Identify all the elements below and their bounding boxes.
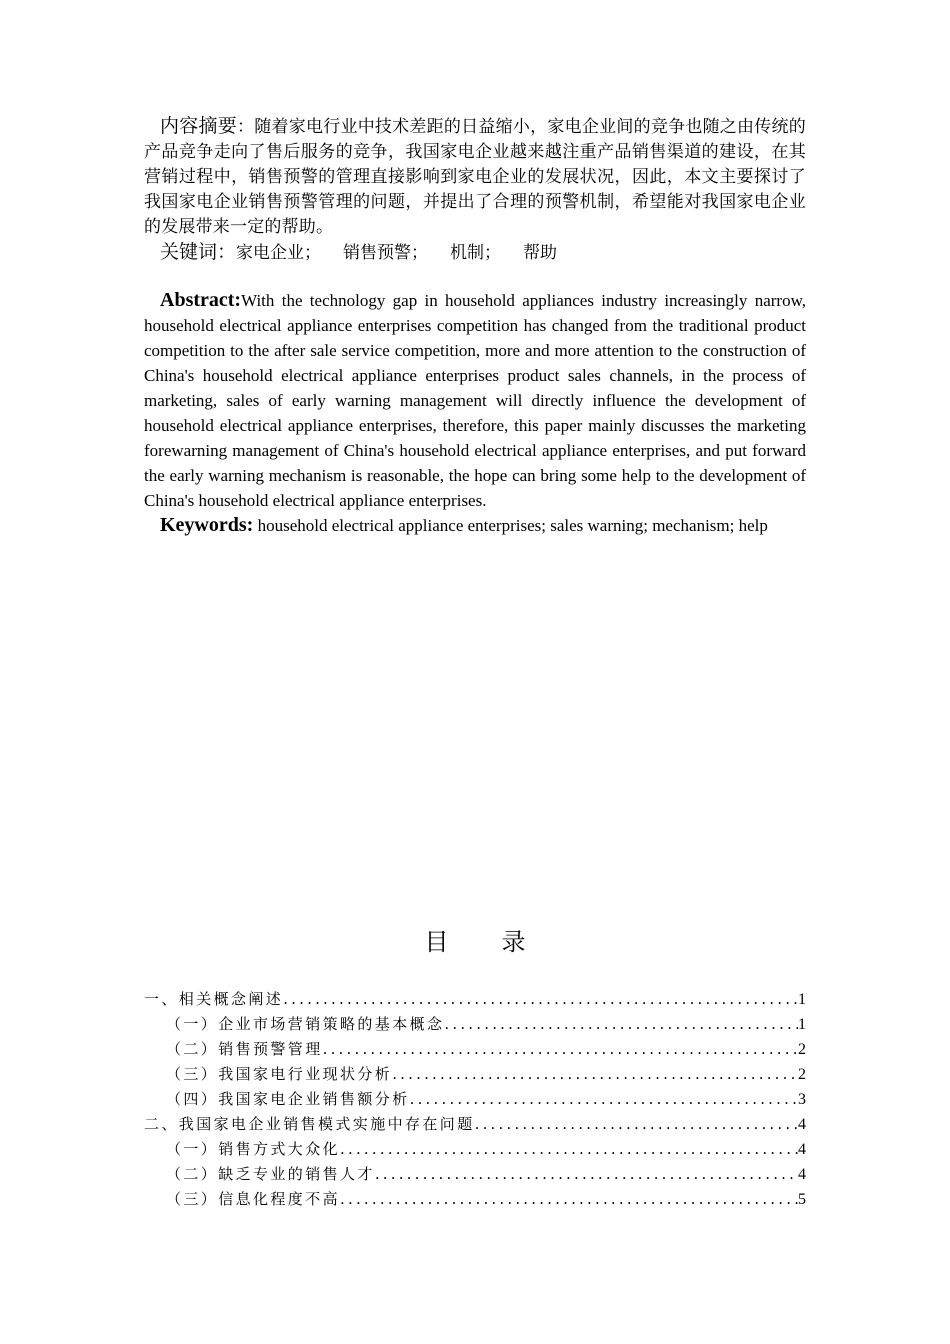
toc-entry[interactable]: （一）销售方式大众化 ..... 4 <box>144 1137 806 1162</box>
keywords-zh-item: 销售预警； <box>343 243 429 262</box>
abstract-section <box>144 114 806 538</box>
abstract-en-text: With the technology gap in household appliances industry increasingly narrow, household electrical appliance enterprises competition has changed from the traditional product competition to the after sale service competition, more and more attention to the construction of China's household electrical appliance enterprises product sales channels, in the process of marketing, sales of early warning management will directly influence the development of household electrical appliance enterprises, therefore, this paper mainly discusses the marketing forewarning management of China's household electrical appliance enterprises, and put forward the early warning mechanism is reasonable, the hope can bring some help to the development of China's household electrical appliance enterprises. <box>144 291 806 510</box>
toc-entry[interactable]: （三）信息化程度不高 ..... 5 <box>144 1187 806 1212</box>
toc-entry[interactable]: 一、相关概念阐述 ..... 1 <box>144 987 806 1012</box>
keywords-zh-label: 关键词： <box>160 241 237 263</box>
abstract-zh <box>144 114 806 239</box>
keywords-en-text: household electrical appliance enterprises; sales warning; mechanism; help <box>253 516 768 535</box>
keywords-zh-item: 机制； <box>450 243 502 262</box>
keywords-zh-item: 家电企业； <box>236 243 322 262</box>
abstract-en-label: Abstract: <box>160 289 242 311</box>
abstract-zh-text: ：随着家电行业中技术差距的日益缩小，家电企业间的竞争也随之由传统的产品竞争走向了售后服务的竞争，我国家电企业越来越注重产品销售渠道的建设，在其营销过程中，销售预警的管理直接影响到家电企业的发展状况，因此，本文主要探讨了我国家电企业销售预警管理的问题，并提出了合理的预警机制，希望能对我国家电企业的发展带来一定的帮助。 <box>144 117 806 236</box>
toc-entry[interactable]: 二、我国家电企业销售模式实施中存在问题 ..... 4 <box>144 1112 806 1137</box>
keywords-zh <box>144 240 806 265</box>
toc-entry[interactable]: （一）企业市场营销策略的基本概念 ..... 1 <box>144 1012 806 1037</box>
abstract-zh-label: 内容摘要 <box>160 115 237 137</box>
toc-entry[interactable]: （二）缺乏专业的销售人才 ..... 4 <box>144 1162 806 1187</box>
toc-entry[interactable]: （二）销售预警管理 ..... 2 <box>144 1037 806 1062</box>
toc-entry[interactable]: （三）我国家电行业现状分析 ..... 2 <box>144 1062 806 1087</box>
keywords-en-label: Keywords: <box>160 514 254 536</box>
abstract-en <box>144 288 806 513</box>
toc-entry[interactable]: （四）我国家电企业销售额分析 ..... 3 <box>144 1087 806 1112</box>
toc-title: 目 录 <box>424 928 526 956</box>
keywords-en <box>144 513 806 538</box>
keywords-zh-item: 帮助 <box>523 243 558 262</box>
table-of-contents <box>144 987 806 1212</box>
